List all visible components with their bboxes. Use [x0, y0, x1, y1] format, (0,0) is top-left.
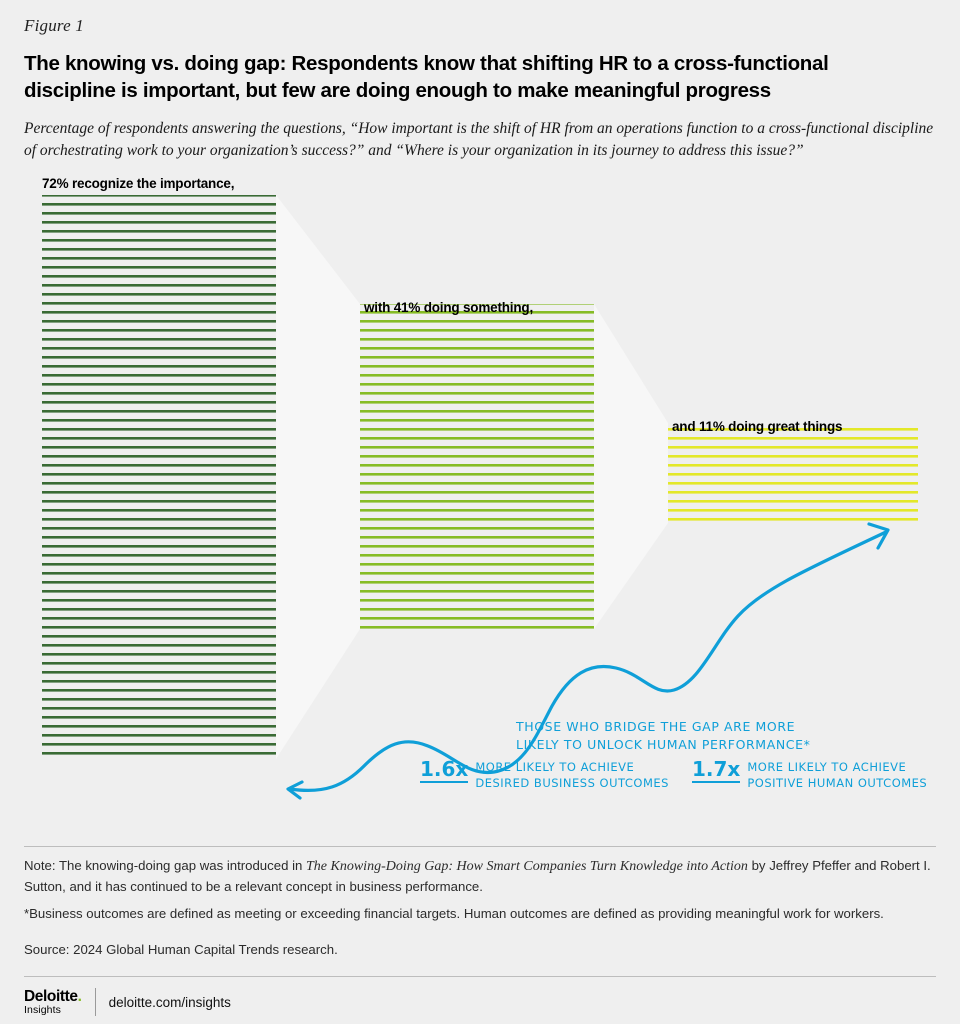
- divider-top: [24, 846, 936, 847]
- note-line: [24, 856, 936, 896]
- deloitte-dot: .: [77, 987, 82, 1005]
- bar-importance: [42, 195, 276, 759]
- stat-business-value: 1.6x: [420, 757, 469, 782]
- funnel-connector-1: [276, 195, 360, 759]
- bar-label-doing-great: and 11% doing great things: [672, 419, 843, 435]
- deloitte-wordmark: [24, 989, 82, 1005]
- stat-human-value: 1.7x: [692, 757, 741, 782]
- stat-business-line1: MORE LIKELY TO ACHIEVE: [475, 760, 635, 775]
- brand-block: [24, 988, 231, 1016]
- stat-business-text: [475, 758, 669, 791]
- source-line: Source: 2024 Global Human Capital Trends research.: [24, 941, 338, 957]
- note-footnote: *Business outcomes are defined as meeting or exceeding financial targets. Human outcomes are defined as providing meaningful work for workers.: [24, 906, 884, 922]
- stat-human-outcomes: [692, 758, 927, 791]
- brand-url[interactable]: deloitte.com/insights: [108, 994, 231, 1010]
- divider-bottom: [24, 976, 936, 977]
- stat-business-outcomes: [420, 758, 669, 791]
- annotation-headline-line1: THOSE WHO BRIDGE THE GAP ARE MORE: [516, 719, 796, 735]
- annotation-headline: [516, 718, 810, 754]
- page-title: The knowing vs. doing gap: Respondents know that shifting HR to a cross-functional discipline is important, but few are doing enough to make meaningful progress: [24, 52, 829, 103]
- bar-label-importance: 72% recognize the importance,: [42, 176, 235, 192]
- bar-doing-something: [360, 304, 594, 629]
- funnel-connector-2: [594, 304, 668, 629]
- stat-human-line1: MORE LIKELY TO ACHIEVE: [747, 760, 907, 775]
- note-suffix: by Jeffrey Pfeffer and Robert I. Sutton, and it has continued to be a relevant concept in business performance.: [24, 858, 931, 895]
- brand-separator: [95, 988, 96, 1016]
- figure-label: Figure 1: [24, 16, 84, 35]
- note-prefix: Note: The knowing-doing gap was introduced in: [24, 858, 306, 873]
- note-book-title: The Knowing-Doing Gap: How Smart Companies Turn Knowledge into Action: [306, 859, 748, 874]
- deloitte-text: Deloitte: [24, 987, 78, 1005]
- bar-label-doing-something: with 41% doing something,: [364, 300, 534, 316]
- figure-subhead: Percentage of respondents answering the questions, “How important is the shift of HR from an operations function to a cross-functional discipline of orchestrating work to your organization’s success?” and “Where is your organization in its journey to address this issue?”: [24, 120, 934, 160]
- chart-container: [24, 176, 936, 816]
- stat-business-line2: DESIRED BUSINESS OUTCOMES: [475, 775, 669, 790]
- deloitte-logo: [24, 989, 82, 1016]
- stat-human-line2: POSITIVE HUMAN OUTCOMES: [747, 775, 928, 790]
- footer-notes: [24, 856, 936, 959]
- annotation-headline-line2: LIKELY TO UNLOCK HUMAN PERFORMANCE*: [516, 737, 811, 753]
- stat-human-text: [747, 758, 927, 791]
- bar-doing-great: [668, 423, 918, 523]
- deloitte-insights-label: Insights: [24, 1004, 61, 1016]
